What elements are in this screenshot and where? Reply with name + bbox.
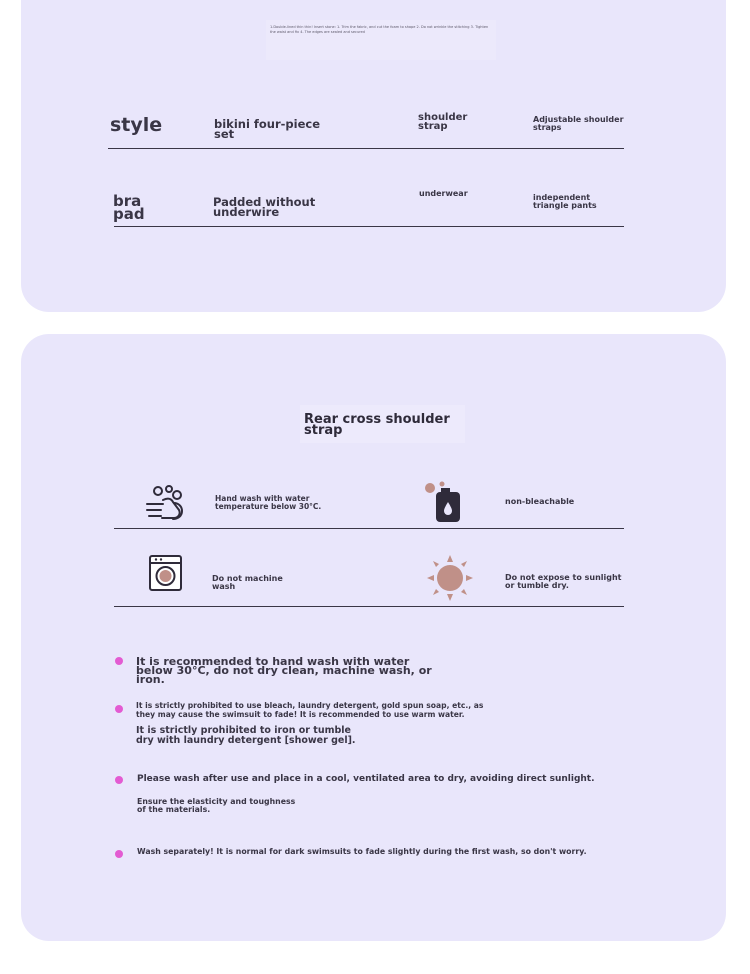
spec-label-bra-pad: bra pad — [113, 192, 145, 223]
note-1: It is recommended to hand wash with water below 30°C, do not dry clean, machine wash, or iron. — [136, 655, 432, 686]
care-text-bleach: non-bleachable — [505, 497, 575, 506]
sun-icon — [427, 555, 473, 601]
bullet-dot — [115, 705, 123, 713]
spec-label-style: style — [110, 114, 163, 136]
care-text-machine: Do not machine wash — [212, 574, 283, 591]
care-row-divider — [114, 528, 624, 529]
bullet-dot — [115, 657, 123, 665]
spec-row-divider — [108, 148, 624, 149]
note-2: It is strictly prohibited to use bleach, laundry detergent, gold spun soap, etc., as they may cause the swimsuit to fade! It is recommended to use warm water. — [136, 701, 484, 719]
note-4: Wash separately! It is normal for dark swimsuits to fade slightly during the first wash, so don't worry. — [137, 847, 587, 856]
care-text-sun: Do not expose to sunlight or tumble dry. — [505, 573, 622, 590]
care-row-divider — [114, 606, 624, 607]
bullet-dot — [115, 776, 123, 784]
spec-label-underwear: underwear — [419, 189, 468, 198]
spec-label-shoulder-strap: shoulder strap — [418, 112, 468, 132]
intro-text: 1.Double-lined thin thin! Insert stone: 1. Trim the fabric, and cut the foam to shape 2. Do not wrinkle the stitching 3. Tighten the waist and fix 4. The edges are sealed and secured — [266, 20, 496, 60]
care-text-hand-wash: Hand wash with water temperature below 30°C. — [215, 494, 322, 511]
bullet-dot — [115, 850, 123, 858]
bleach-bottle-icon — [422, 478, 462, 524]
note-3: Please wash after use and place in a cool, ventilated area to dry, avoiding direct sunlight. — [137, 774, 595, 784]
hand-wash-icon — [144, 484, 190, 522]
spec-value-style: bikini four-piece set — [214, 117, 321, 141]
note-2-sub: It is strictly prohibited to iron or tumble dry with laundry detergent [shower gel]. — [136, 725, 356, 746]
spec-value-shoulder-strap: Adjustable shoulder straps — [533, 115, 624, 132]
care-title: Rear cross shoulder strap — [300, 405, 465, 443]
washing-machine-icon — [148, 554, 183, 592]
spec-value-underwear: independent triangle pants — [533, 193, 597, 210]
spec-row-divider — [114, 226, 624, 227]
spec-value-bra-pad: Padded without underwire — [213, 195, 316, 219]
note-3-sub: Ensure the elasticity and toughness of the materials. — [137, 797, 296, 814]
